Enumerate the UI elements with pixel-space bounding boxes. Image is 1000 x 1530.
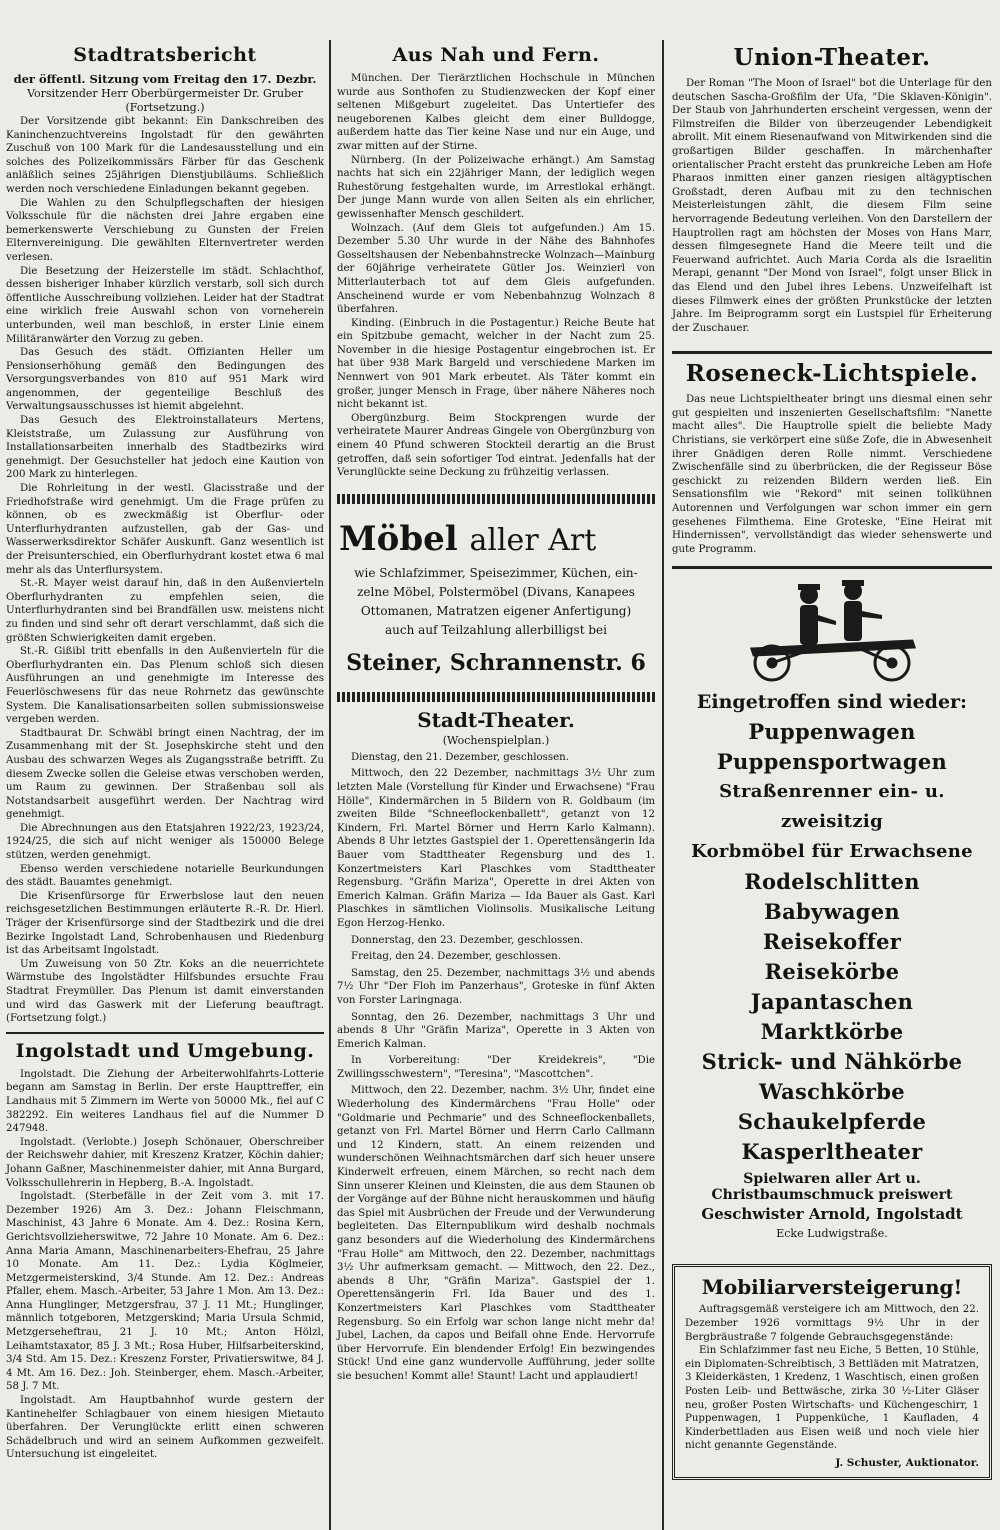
toy-item: Reisekoffer: [762, 929, 902, 955]
union-body: [672, 77, 992, 335]
paragraph: Dienstag, den 21. Dezember, geschlossen.: [351, 751, 569, 763]
paragraph: Ingolstadt. (Verlobte.) Joseph Schönauer, Oberschreiber der Reichswehr dahier, mit Kreszenz Kratzer, Köchin dahier; Johann Gaßner, Maschinenmeister dahier, mit Anna Burgard, Volksschullehrerin in Hepberg, B.-A. Ingolstadt.: [6, 1136, 324, 1189]
paragraph: Mittwoch, den 22. Dezember, nachm. 3½ Uhr, findet eine Wiederholung des Kindermärchens "Frau Holle" oder "Goldmarie und Pechmarie" und des Schneeflockenballets, getanzt von Frl. Martel Börner und Herrn Carlo Callmann und 12 Kindern, statt. An einem reizenden und wunderschönen Weihnachtsmärchen darf sich heuer unsere Kinderwelt erfreuen, einem Märchen, so recht nach dem Sinn unserer Kleinen und Kleinsten, die aus dem Staunen ob der Vorgänge auf der Bühne nicht herauskommen und häufig das Spiel mit Ausbrüchen der Freude und der Verwunderung begleiteten. Das Elternpublikum wird deshalb nochmals ganz besonders auf die Wiederholung des Kindermärchens "Frau Holle" am Mittwoch, den 22. Dezember, nachmittags 3½ Uhr aufmerksam gemacht. — Mittwoch, den 22. Dez., abends 8 Uhr, "Gräfin Mariza". Gastspiel der 1. Operettensängerin Frl. Ida Bauer und des 1. Konzertmeisters Karl Plaschkes vom Stadttheater Regensburg. So ein Erfolg war schon lange nicht mehr da! Jubel, Lachen, da capos und Beifall ohne Ende. Hervorrufe über Hervorrufe. Ein blendender Erfolg! Ein bezwingendes Stück! Und eine ganz wundervolle Aufführung, jeder sollte sie besuchen! Kommt alle! Staunt! Lacht und applaudiert!: [337, 1085, 655, 1382]
toy-item: Strick- und Nähkörbe: [701, 1049, 963, 1075]
paragraph: München. Der Tierärztlichen Hochschule in München wurde aus Sonthofen zu Studienzwecken der Kopf einer seltenen Mißgeburt zugeleitet. Das Untertiefer des neugeborenen Kalbes gleicht dem einer Bulldogge, außerdem hatte das Tier keine Nase und nur ein Auge, und zwar mitten auf der Stirne.: [337, 73, 655, 152]
moebel-line: zelne Möbel, Polstermöbel (Divans, Kanapees: [357, 584, 635, 599]
ornament-rule: [337, 692, 655, 702]
paragraph: Samstag, den 25. Dezember, nachmittags 3½ und abends 7½ Uhr "Der Floh im Panzerhaus", Groteske in fünf Akten von Forster Laringnaga.: [337, 967, 655, 1006]
auction-body: [685, 1303, 979, 1453]
paragraph: Donnerstag, den 23. Dezember, geschlossen.: [351, 934, 584, 946]
auction-signature: J. Schuster, Auktionator.: [835, 1456, 979, 1469]
paragraph: Stadtbaurat Dr. Schwäbl bringt einen Nachtrag, der im Zusammenhang mit der St. Josephskirche steht und den Ausbau des schwarzen Weges als Zugangsstraße betrifft. Zu diesem Zwecke sollen die Geleise etwas verschoben werden, um Raum zu gewinnen. Der Straßenbau soll als Notstandsarbeit ausgeführt werden. Der Nachtrag wird genehmigt.: [6, 727, 324, 821]
column-middle: [337, 40, 655, 1387]
paragraph: Nürnberg. (In der Polizeiwache erhängt.) Am Samstag nachts hat sich ein 22jähriger Mann, der lediglich wegen Ruhestörung festgehalten wurde, im Arrestlokal erhängt. Der junge Mann wurde von allen Seiten als ein ehrlicher, gewissenhafter Mensch geschildert.: [337, 154, 655, 220]
stadtrat-body: [6, 115, 324, 1026]
paragraph: Der Roman "The Moon of Israel" bot die Unterlage für den deutschen Sascha-Großfilm der Ufa, "Die Sklaven-Königin". Der Staub von Jahrhunderten erscheint vergessen, wenn der Filmstreifen die Bilder von überzeugender Lebendigkeit abrollt. Mit einem Riesenaufwand von Mitwirkenden sind die großartigen Bilder geschaffen. In märchenhafter orientalischer Pracht ersteht das prunkreiche Leben am Hofe Pharaos inmitten einer ganzen riesigen altägyptischen Großstadt, deren Aufbau mit zu den technischen Meisterleistungen zählt, die diesem Film seine hervorragende Bedeutung verleihen. Von den Darstellern der Hauptrollen ragt am höchsten der Moses von Hans Marr, dessen filmgesegnete Hand die Meere teilt und die Feuerwand aufrichtet. Auch Maria Corda als die Israelitin Merapi, genannt "Der Mond von Israel", folgt unser Blick in das Elend und den Jubel ihres Lebens. Unzweifelhaft ist dieses Filmwerk eines der größten Prunkstücke der letzten Jahre. Im Beiprogramm sorgt ein Lustspiel für Erheiterung der Zuschauer.: [672, 78, 992, 334]
moebel-headline-rest: aller Art: [469, 522, 597, 558]
stadttheater-title: Stadt-Theater.: [417, 707, 575, 732]
paragraph: Auftragsgemäß versteigere ich am Mittwoch, den 22. Dezember 1926 vormittags 9½ Uhr in der Bergbräustraße 7 folgende Gebrauchsgegenstände:: [685, 1304, 979, 1343]
paragraph: Die Abrechnungen aus den Etatsjahren 1922/23, 1923/24, 1924/25, die sich auf nicht weniger als 150000 Belege stützen, werden genehmigt.: [6, 822, 324, 862]
roseneck-body: [672, 393, 992, 556]
toys-firm: Geschwister Arnold, Ingolstadt: [701, 1205, 963, 1224]
tandem-car-illustration: [732, 575, 932, 685]
toy-item: Straßenrenner ein- u. zweisitzig: [719, 781, 945, 833]
moebel-line: auch auf Teilzahlung allerbilligst bei: [385, 622, 607, 637]
paragraph: Ingolstadt. Am Hauptbahnhof wurde gestern der Kantinehelfer Schlagbauer von einem hiesigen Mietauto überfahren. Der Verunglückte erlitt einen schweren Schädelbruch und wird an seinem Aufkommen gezweifelt. Untersuchung ist eingeleitet.: [6, 1395, 324, 1461]
moebel-line: Ottomanen, Matratzen eigener Anfertigung): [360, 603, 632, 618]
moebel-ad: [337, 510, 655, 686]
column-right: [672, 40, 992, 1480]
nah-fern-body: [337, 72, 655, 480]
toy-item: Reisekörbe: [764, 959, 900, 985]
paragraph: Um Zuweisung von 50 Ztr. Koks an die neuerrichtete Wärmstube des Ingolstädter Hilfsbundes ersuchte Frau Stadtrat Freymüller. Das Plenum ist damit einverstanden und wird das Gaswerk mit der Lieferung beauftragt. (Fortsetzung folgt.): [6, 958, 324, 1025]
paragraph: Das Gesuch des Elektroinstallateurs Mertens, Kleiststraße, um Zulassung zur Ausführung von Installationsarbeiten innerhalb des Stadtbezirks wird genehmigt. Der Gesuchsteller hat jedoch eine Kaution von 200 Mark zu hinterlegen.: [6, 415, 324, 481]
toys-ad: [672, 575, 992, 1240]
stadttheater-body: [337, 751, 655, 1384]
ornament-rule: [337, 494, 655, 504]
paragraph: Ingolstadt. Die Ziehung der Arbeiterwohlfahrts-Lotterie begann am Samstag in Berlin. Der erste Haupttreffer, ein Landhaus mit 5 Zimmern im Werte von 50000 Mk., fiel auf C 382292. Ein weiteres Landhaus fiel auf die Nummer D 247948.: [6, 1068, 324, 1135]
paragraph: Obergünzburg. Beim Stockprengen wurde der verheiratete Maurer Andreas Gingele von Obergünzburg von einem 40 Pfund schweren Stockteil derartig an die Brust getroffen, daß sein sofortiger Tod eintrat. Jedenfalls hat der Verunglückte seine Deckung zu frühzeitig verlassen.: [337, 412, 655, 479]
moebel-text: [339, 564, 653, 640]
paragraph: Die Krisenfürsorge für Erwerbslose laut den neuen reichsgesetzlichen Bestimmungen erläuterte R.-R. Dr. Hierl. Träger der Krisenfürsorge sind der Stadtbezirk und die drei Bezirke Ingolstadt Land, Schrobenhausen und Riedenburg ist das Arbeitsamt Ingolstadt.: [6, 890, 324, 957]
moebel-line: wie Schlafzimmer, Speisezimmer, Küchen, ein-: [354, 565, 638, 580]
paragraph: Mittwoch, den 22 Dezember, nachmittags 3½ Uhr zum letzten Male (Vorstellung für Kinder und Erwachsene) "Frau Hölle", Kindermärchen in 5 Bildern von R. Goldbaum (im zweiten Bilde "Schneeflockenballett", getanzt von 12 Kindern, Frl. Martel Börner und Herrn Karlo Kalmann). Abends 8 Uhr letztes Gastspiel der 1. Operettensängerin Ida Bauer vom Stadttheater Regensburg und des 1. Konzertmeisters Karl Plaschkes vom Stadttheater Regensburg. "Gräfin Mariza", Operette in drei Akten von Emerich Kalman. Gräfin Mariza — Ida Bauer als Gast. Karl Plaschkes in sämtlichen Violinsolis. Musikalische Leitung Egon Herzog-Henko.: [337, 768, 655, 929]
paragraph: St.-R. Mayer weist darauf hin, daß in den Außenvierteln Oberflurhydranten zu empfehlen seien, die Unterflurhydranten sind bei Brandfällen usw. meistens nicht zu finden und sind sehr oft derart verschlammt, daß sich die größten Schwierigkeiten damit ergeben.: [6, 578, 324, 644]
paragraph: Die Besetzung der Heizerstelle im städt. Schlachthof, dessen bisheriger Inhaber kürzlich verstarb, soll sich durch öffentliche Ausschreibung vollziehen. Leider hat der Stadtrat eine wirklich freie Auswahl schon von vorneherein unterbunden, weil man beschloß, in erster Linie einem Militäranwärter den Vorzug zu geben.: [6, 265, 324, 345]
paragraph: Das neue Lichtspieltheater bringt uns diesmal einen sehr gut gespielten und inszenierten Gesellschaftsfilm: "Nanette macht alles". Die Hauptrolle spielt die beliebte Mady Christians, sie verkörpert eine süße Zofe, die in Abwesenheit ihrer Gnädigen deren Rolle nimmt. Verschiedene Zwischenfälle sind zu überbrücken, die der Regisseur Böse geschickt zu reizenden Bildern werden ließ. Ein Sensationsfilm wie "Rekord" mit seinen tollkühnen Autorennen und Verfolgungen war schon immer ein gern gesehenes Filmthema. Eine Groteske, "Eine Heirat mit Hindernissen", vervollständigt das wieder sehenswerte und gute Programm.: [672, 394, 992, 555]
union-title: Union-Theater.: [733, 44, 931, 71]
stadtrat-continuation: (Fortsetzung.): [125, 101, 205, 114]
column-left: [6, 40, 324, 1462]
toys-address: Ecke Ludwigstraße.: [776, 1227, 888, 1241]
paragraph: Sonntag, den 26. Dezember, nachmittags 3 Uhr und abends 8 Uhr "Gräfin Mariza", Operette in 3 Akten von Emerich Kalman.: [337, 1011, 655, 1050]
paragraph: Freitag, den 24. Dezember, geschlossen.: [351, 951, 561, 963]
paragraph: Wolnzach. (Auf dem Gleis tot aufgefunden.) Am 15. Dezember 5.30 Uhr wurde in der Nähe des Bahnhofes Gosseltshausen der Nebenbahnstrecke Wolnzach—Mainburg der 60jährige verheiratete Gütler Jos. Weinzierl von Mitterlauterbach tot auf dem Gleis aufgefunden. Anscheinend wurde er vom Nebenbahnzug Wolnzach 8 überfahren.: [337, 222, 655, 316]
paragraph: Das Gesuch des städt. Offizianten Heller um Pensionserhöhung gemäß den Bedingungen des Versorgungsverbandes von 810 auf 951 Mark wird angenommen, der gegenteilige Beschluß des Verwaltungsausschusses ist hiemit abgelehnt.: [6, 347, 324, 413]
auction-ad: [672, 1264, 992, 1480]
toys-heading: Eingetroffen sind wieder:: [696, 691, 968, 714]
paragraph: In Vorbereitung: "Der Kreidekreis", "Die Zwillingsschwestern", "Teresina", "Mascottchen".: [337, 1055, 655, 1080]
section-divider: [672, 351, 992, 354]
paragraph: Ebenso werden verschiedene notarielle Beurkundungen des städt. Bauamtes genehmigt.: [6, 863, 324, 889]
moebel-headline-main: Möbel: [339, 518, 458, 559]
stadtrat-subtitle: der öffentl. Sitzung vom Freitag den 17. Dezbr.: [13, 72, 317, 86]
column-rule: [329, 40, 331, 1530]
paragraph: Ingolstadt. (Sterbefälle in der Zeit vom 3. mit 17. Dezember 1926) Am 3. Dez.: Johann Fleischmann, Maschinist, 43 Jahre 6 Monate. Am 4. Dez.: Rosina Kern, Gerichtsvollzieherswitwe, 72 Jahre 10 Monate. Am 6. Dez.: Anna Maria Amann, Maschinenarbeiters-Ehefrau, 25 Jahre 10 Monate. Am 11. Dez.: Lydia Köglmeier, Metzgermeisterskind, 3/4 Stunde. Am 12. Dez.: Andreas Pfaller, ehem. Masch.-Arbeiter, 53 Jahre 1 Mon. Am 13. Dez.: Anna Hunglinger, Metzgersfrau, 37 J. 11 Mt.; Hunglinger, männlich totgeboren, Metzgerskind; Maria Ursula Schmid, Metzgerseheftrau, 21 J. 10 Mt.; Anton Hölzl, Leihamtstaxator, 85 J. 3 Mt.; Rosa Huber, Hilfsarbeiterskind, 3/4 Std. Am 15. Dez.: Kreszenz Forster, Privatierswitwe, 84 J. 4 Mt. Am 16. Dez.: Joh. Steinberger, ehem. Masch.-Arbeiter, 58 J. 7 Mt.: [6, 1191, 324, 1393]
toy-item: Japantaschen: [750, 989, 914, 1015]
stadttheater-sub: (Wochenspielplan.): [442, 733, 550, 747]
ingolstadt-title: Ingolstadt und Umgebung.: [15, 1039, 315, 1062]
toy-item: Marktkörbe: [760, 1019, 904, 1045]
stadtrat-title: Stadtratsbericht: [73, 44, 257, 66]
toy-item: Rodelschlitten: [744, 869, 920, 895]
column-rule: [662, 40, 664, 1530]
toy-item: Schaukelpferde: [737, 1109, 927, 1135]
paragraph: Ein Schlafzimmer fast neu Eiche, 5 Betten, 10 Stühle, ein Diplomaten-Schreibtisch, 3 Bettläden mit Matratzen, 3 Kleiderkästen, 1 Kredenz, 1 Waschtisch, einen großen Posten Leib- und Bettwäsche, zirka 30 ½-Liter Gläser neu, großer Posten Wirtschafts- und Küchengeschirr, 1 Puppenwagen, 1 Puppenküche, 1 Kaufladen, 4 Kinderbettladen aus Eisen weiß und noch viele hier nicht genannte Gegenstände.: [685, 1345, 979, 1452]
toy-item: Kasperltheater: [741, 1139, 923, 1165]
toy-item: Babywagen: [764, 899, 900, 925]
ingolstadt-body: [6, 1068, 324, 1462]
moebel-headline: [339, 520, 653, 560]
toy-item: Puppensportwagen: [716, 749, 948, 775]
roseneck-title: Roseneck-Lichtspiele.: [685, 360, 979, 388]
toy-item: Korbmöbel für Erwachsene: [691, 841, 973, 863]
auction-title: Mobiliarversteigerung!: [701, 1275, 963, 1300]
paragraph: Die Rohrleitung in der westl. Glacisstraße und der Friedhofstraße wird genehmigt. Um die Frage prüfen zu können, ob es zweckmäßig ist Oberflur- oder Unterflurhydranten aufzustellen, gab der Gas- und Wasserwerksdirektor Schäfer Auskunft. Ganz wesentlich ist der Preisunterschied, ein Oberflurhydrant kostet etwa 6 mal mehr als das Unterflursystem.: [6, 483, 324, 576]
toys-footer: Spielwaren aller Art u. Christbaumschmuck preiswert: [711, 1171, 953, 1204]
section-divider: [672, 566, 992, 569]
moebel-firm: Steiner, Schrannenstr. 6: [346, 649, 646, 676]
stadtrat-chair: Vorsitzender Herr Oberbürgermeister Dr. Gruber: [27, 87, 303, 100]
section-divider: [6, 1032, 324, 1034]
paragraph: Der Vorsitzende gibt bekannt: Ein Dankschreiben des Kaninchenzuchtvereins Ingolstadt für den gewährten Zuschuß von 100 Mark für die Landesausstellung und ein solches des Polizeikommissärs Färber für das Geschenk anläßlich seines 25jährigen Dienstjubiläums. Schließlich werden noch verschiedene Einladungen bekannt gegeben.: [6, 116, 324, 195]
paragraph: Kinding. (Einbruch in die Postagentur.) Reiche Beute hat ein Spitzbube gemacht, welcher in der Nacht zum 25. November in die hiesige Postagentur eingebrochen ist. Er hat über 938 Mark Bargeld und verschiedene Marken im Nennwert von 901 Mark erbeutet. Als Täter kommt ein großer, junger Mensch in Frage, über nähere Näheres noch nicht bekannt ist.: [337, 317, 655, 411]
toy-item: Puppenwagen: [748, 719, 916, 745]
nah-fern-title: Aus Nah und Fern.: [392, 44, 600, 66]
paragraph: St.-R. Gißibl tritt ebenfalls in den Außenvierteln für die Oberflurhydranten ein. Das Plenum schloß sich diesen Ausführungen an und genehmigte im Interesse des Feuerlöschwesens für das neue Rohrnetz das gewünschte System. Die Kanalisationsarbeiten sollen submissionsweise vergeben werden.: [6, 646, 324, 726]
paragraph: Die Wahlen zu den Schulpflegschaften der hiesigen Volksschule für die nächsten drei Jahre ergaben eine bemerkenswerte Verschiebung zu Gunsten der Freien Elternvereinigung. Die gewählten Elternvertreter werden verlesen.: [6, 197, 324, 263]
toy-item: Waschkörbe: [759, 1079, 905, 1105]
